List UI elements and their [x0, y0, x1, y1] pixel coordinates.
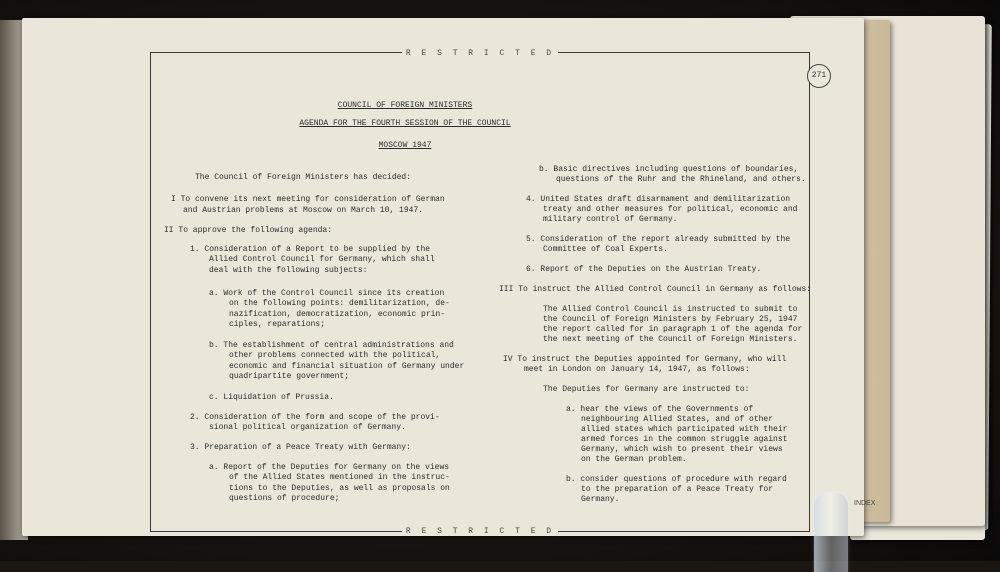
text-line: The Council of Foreign Ministers has decided: [195, 173, 412, 182]
text-line: treaty and other measures for political, economic and [543, 205, 798, 214]
text-line: on the following points: demilitarization, de- [229, 299, 450, 308]
text-line: 1. Consideration of a Report to be supplied by the [190, 245, 431, 254]
document-page [22, 18, 864, 536]
text-line: b. Basic directives including questions of boundaries, [539, 165, 799, 174]
text-line: a. hear the views of the Governments of [566, 405, 754, 414]
text-line: questions of procedure; [229, 494, 340, 503]
restricted-top-label: R E S T R I C T E D [151, 49, 809, 58]
text-line: IV To instruct the Deputies appointed for Germany, who will [503, 355, 787, 364]
text-line: Germany. [581, 495, 620, 504]
title-heading: COUNCIL OF FOREIGN MINISTERS [337, 101, 473, 110]
text-line: III To instruct the Allied Control Council in Germany as follows: [499, 285, 812, 294]
location-heading: MOSCOW 1947 [378, 141, 432, 150]
text-line: the Council of Foreign Ministers by February 25, 1947 [543, 315, 798, 324]
text-line: The Deputies for Germany are instructed to: [543, 385, 750, 394]
text-line: 4. United States draft disarmament and demilitarization [526, 195, 791, 204]
text-line: of the Allied States mentioned in the instruc- [229, 473, 450, 482]
acrylic-stand [814, 492, 848, 572]
text-line: on the German problem. [581, 455, 687, 464]
subtitle-heading: AGENDA FOR THE FOURTH SESSION OF THE COUNCIL [299, 119, 511, 128]
text-line: questions of the Ruhr and the Rhineland, and others. [556, 175, 806, 184]
text-line: The Allied Control Council is instructed to submit to [543, 305, 798, 314]
text-line: nazification, democratization, economic prin- [229, 310, 446, 319]
text-line: ciples, reparations; [229, 320, 326, 329]
text-line: 5. Consideration of the report already submitted by the [526, 235, 791, 244]
text-line: a. Work of the Control Council since its creation [209, 289, 445, 298]
text-line: b. consider questions of procedure with regard [566, 475, 787, 484]
text-line: the next meeting of the Council of Foreign Ministers. [543, 335, 798, 344]
page-number-circle: 271 [807, 64, 831, 88]
text-line: b. The establishment of central administrations and [209, 341, 454, 350]
text-line: allied states which participated with their [581, 425, 788, 434]
text-line: meet in London on January 14, 1947, as follows: [524, 365, 750, 374]
text-line: quadripartite government; [229, 372, 350, 381]
text-line: 6. Report of the Deputies on the Austrian Treaty. [526, 265, 762, 274]
text-line: c. Liquidation of Prussia. [209, 393, 334, 402]
text-line: armed forces in the common struggle against [581, 435, 788, 444]
text-line: to the preparation of a Peace Treaty for [581, 485, 774, 494]
text-line: military control of Germany. [543, 215, 678, 224]
text-line: other problems connected with the political, [229, 351, 441, 360]
text-line: and Austrian problems at Moscow on March 10, 1947. [183, 206, 424, 215]
text-line: I To convene its next meeting for consideration of German [171, 195, 445, 204]
text-line: Committee of Coal Experts. [543, 245, 668, 254]
text-line: economic and financial situation of Germany under [229, 362, 465, 371]
text-line: 3. Preparation of a Peace Treaty with Germany: [190, 443, 411, 452]
text-line: the report called for in paragraph 1 of the agenda for [543, 325, 803, 334]
restricted-bottom-label: R E S T R I C T E D [151, 527, 809, 536]
text-line: a. Report of the Deputies for Germany on the views [209, 463, 450, 472]
text-line: neighbouring Allied States, and of other [581, 415, 774, 424]
text-line: Allied Control Council for Germany, which shall [209, 255, 435, 264]
text-line: II To approve the following agenda: [164, 226, 333, 235]
text-line: Germany, which wish to present their views [581, 445, 783, 454]
page-border [150, 49, 812, 536]
index-tab-label[interactable]: INDEX [854, 500, 876, 507]
text-line: sional political organization of Germany. [209, 423, 406, 432]
text-line: tions to the Deputies, as well as proposals on [229, 484, 450, 493]
text-line: 2. Consideration of the form and scope of the provi- [190, 413, 440, 422]
text-line: deal with the following subjects: [209, 266, 368, 275]
